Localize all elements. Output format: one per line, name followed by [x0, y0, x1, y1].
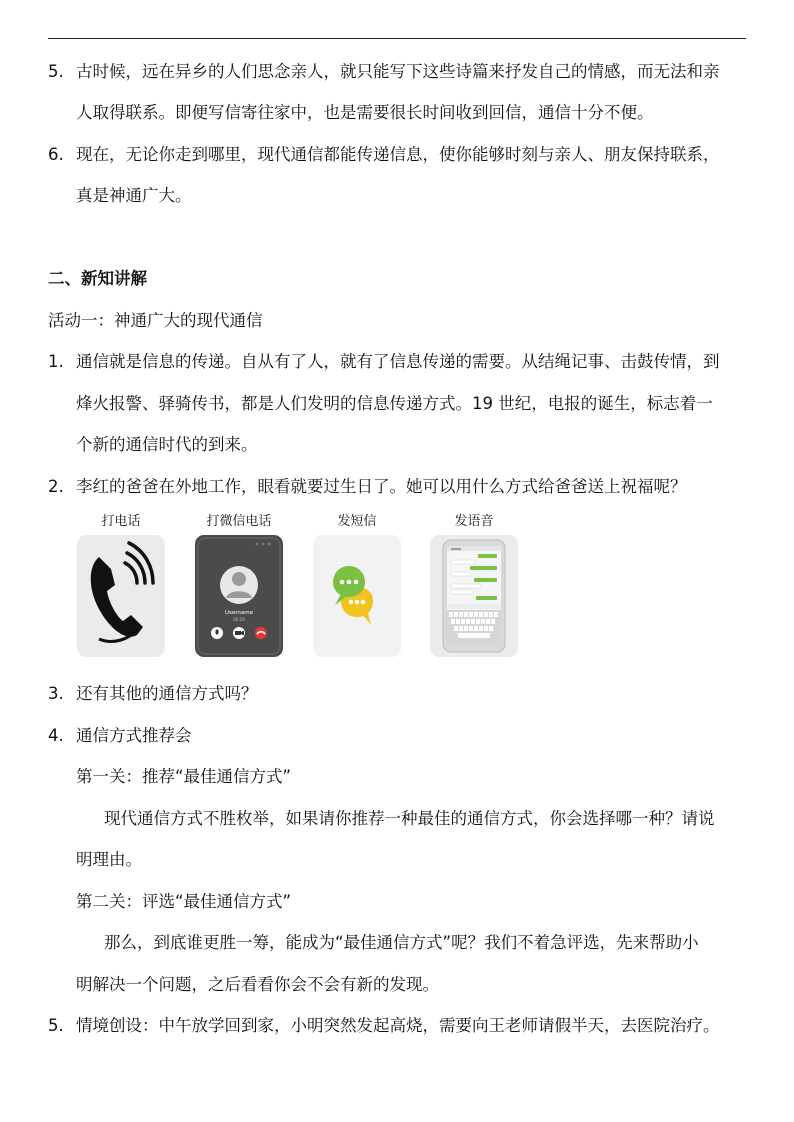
phone-call-image	[77, 535, 165, 657]
paragraph-line: 明解决一个问题，之后看看你会不会有新的发现。	[76, 975, 439, 994]
paragraph-line: 通信方式推荐会	[76, 726, 192, 745]
header-rule	[48, 38, 746, 39]
paragraph-line: 现代通信方式不胜枚举，如果请你推荐一种最佳的通信方式，你会选择哪一种？请说	[104, 809, 715, 828]
paragraph-line: 真是神通广大。	[76, 186, 192, 205]
item-number: 5.	[48, 62, 64, 81]
caption-call: 打电话	[101, 514, 141, 529]
caption-voice: 发语音	[454, 514, 494, 529]
caller-name: Username	[224, 610, 254, 616]
paragraph-line: 烽火报警、驿骑传书，都是人们发明的信息传递方式。19 世纪，电报的诞生，标志着一	[76, 394, 713, 413]
paragraph-line: 人取得联系。即便写信寄往家中，也是需要很长时间收到回信，通信十分不便。	[76, 103, 654, 122]
item-number: 5.	[48, 1016, 64, 1035]
caption-wechat-call: 打微信电话	[206, 514, 272, 529]
level-title: 第二关：评选“最佳通信方式”	[76, 892, 292, 911]
smartphone-chat-icon	[430, 535, 518, 657]
activity-title: 活动一：神通广大的现代通信	[48, 311, 263, 330]
video-call-screen	[195, 535, 283, 657]
telephone-handset-icon	[77, 535, 165, 657]
chat-bubbles-icon	[313, 535, 401, 657]
paragraph-line: 古时候，远在异乡的人们思念亲人，就只能写下这些诗篇来抒发自己的情感，而无法和亲	[76, 62, 720, 81]
paragraph-line: 还有其他的通信方式吗？	[76, 684, 258, 703]
wechat-call-image	[195, 535, 283, 657]
paragraph-line: 个新的通信时代的到来。	[76, 435, 258, 454]
section-title: 二、新知讲解	[48, 269, 147, 288]
sms-image	[313, 535, 401, 657]
item-number: 3.	[48, 684, 64, 703]
item-number: 2.	[48, 477, 64, 496]
item-number: 1.	[48, 352, 64, 371]
paragraph-line: 情境创设：中午放学回到家，小明突然发起高烧，需要向王老师请假半天，去医院治疗。	[76, 1016, 720, 1035]
paragraph-line: 李红的爸爸在外地工作，眼看就要过生日了。她可以用什么方式给爸爸送上祝福呢？	[76, 477, 687, 496]
voice-message-image	[430, 535, 518, 657]
paragraph-line: 明理由。	[76, 850, 142, 869]
level-title: 第一关：推荐“最佳通信方式”	[76, 767, 292, 786]
paragraph-line: 那么，到底谁更胜一筹，能成为“最佳通信方式”呢？我们不着急评选，先来帮助小	[104, 933, 699, 952]
item-number: 6.	[48, 145, 64, 164]
caption-sms: 发短信	[337, 514, 377, 529]
paragraph-line: 通信就是信息的传递。自从有了人，就有了信息传递的需要。从结绳记事、击鼓传情，到	[76, 352, 720, 371]
item-number: 4.	[48, 726, 64, 745]
paragraph-line: 现在，无论你走到哪里，现代通信都能传递信息，使你能够时刻与亲人、朋友保持联系，	[76, 145, 720, 164]
call-timer: 00:29	[233, 617, 245, 622]
